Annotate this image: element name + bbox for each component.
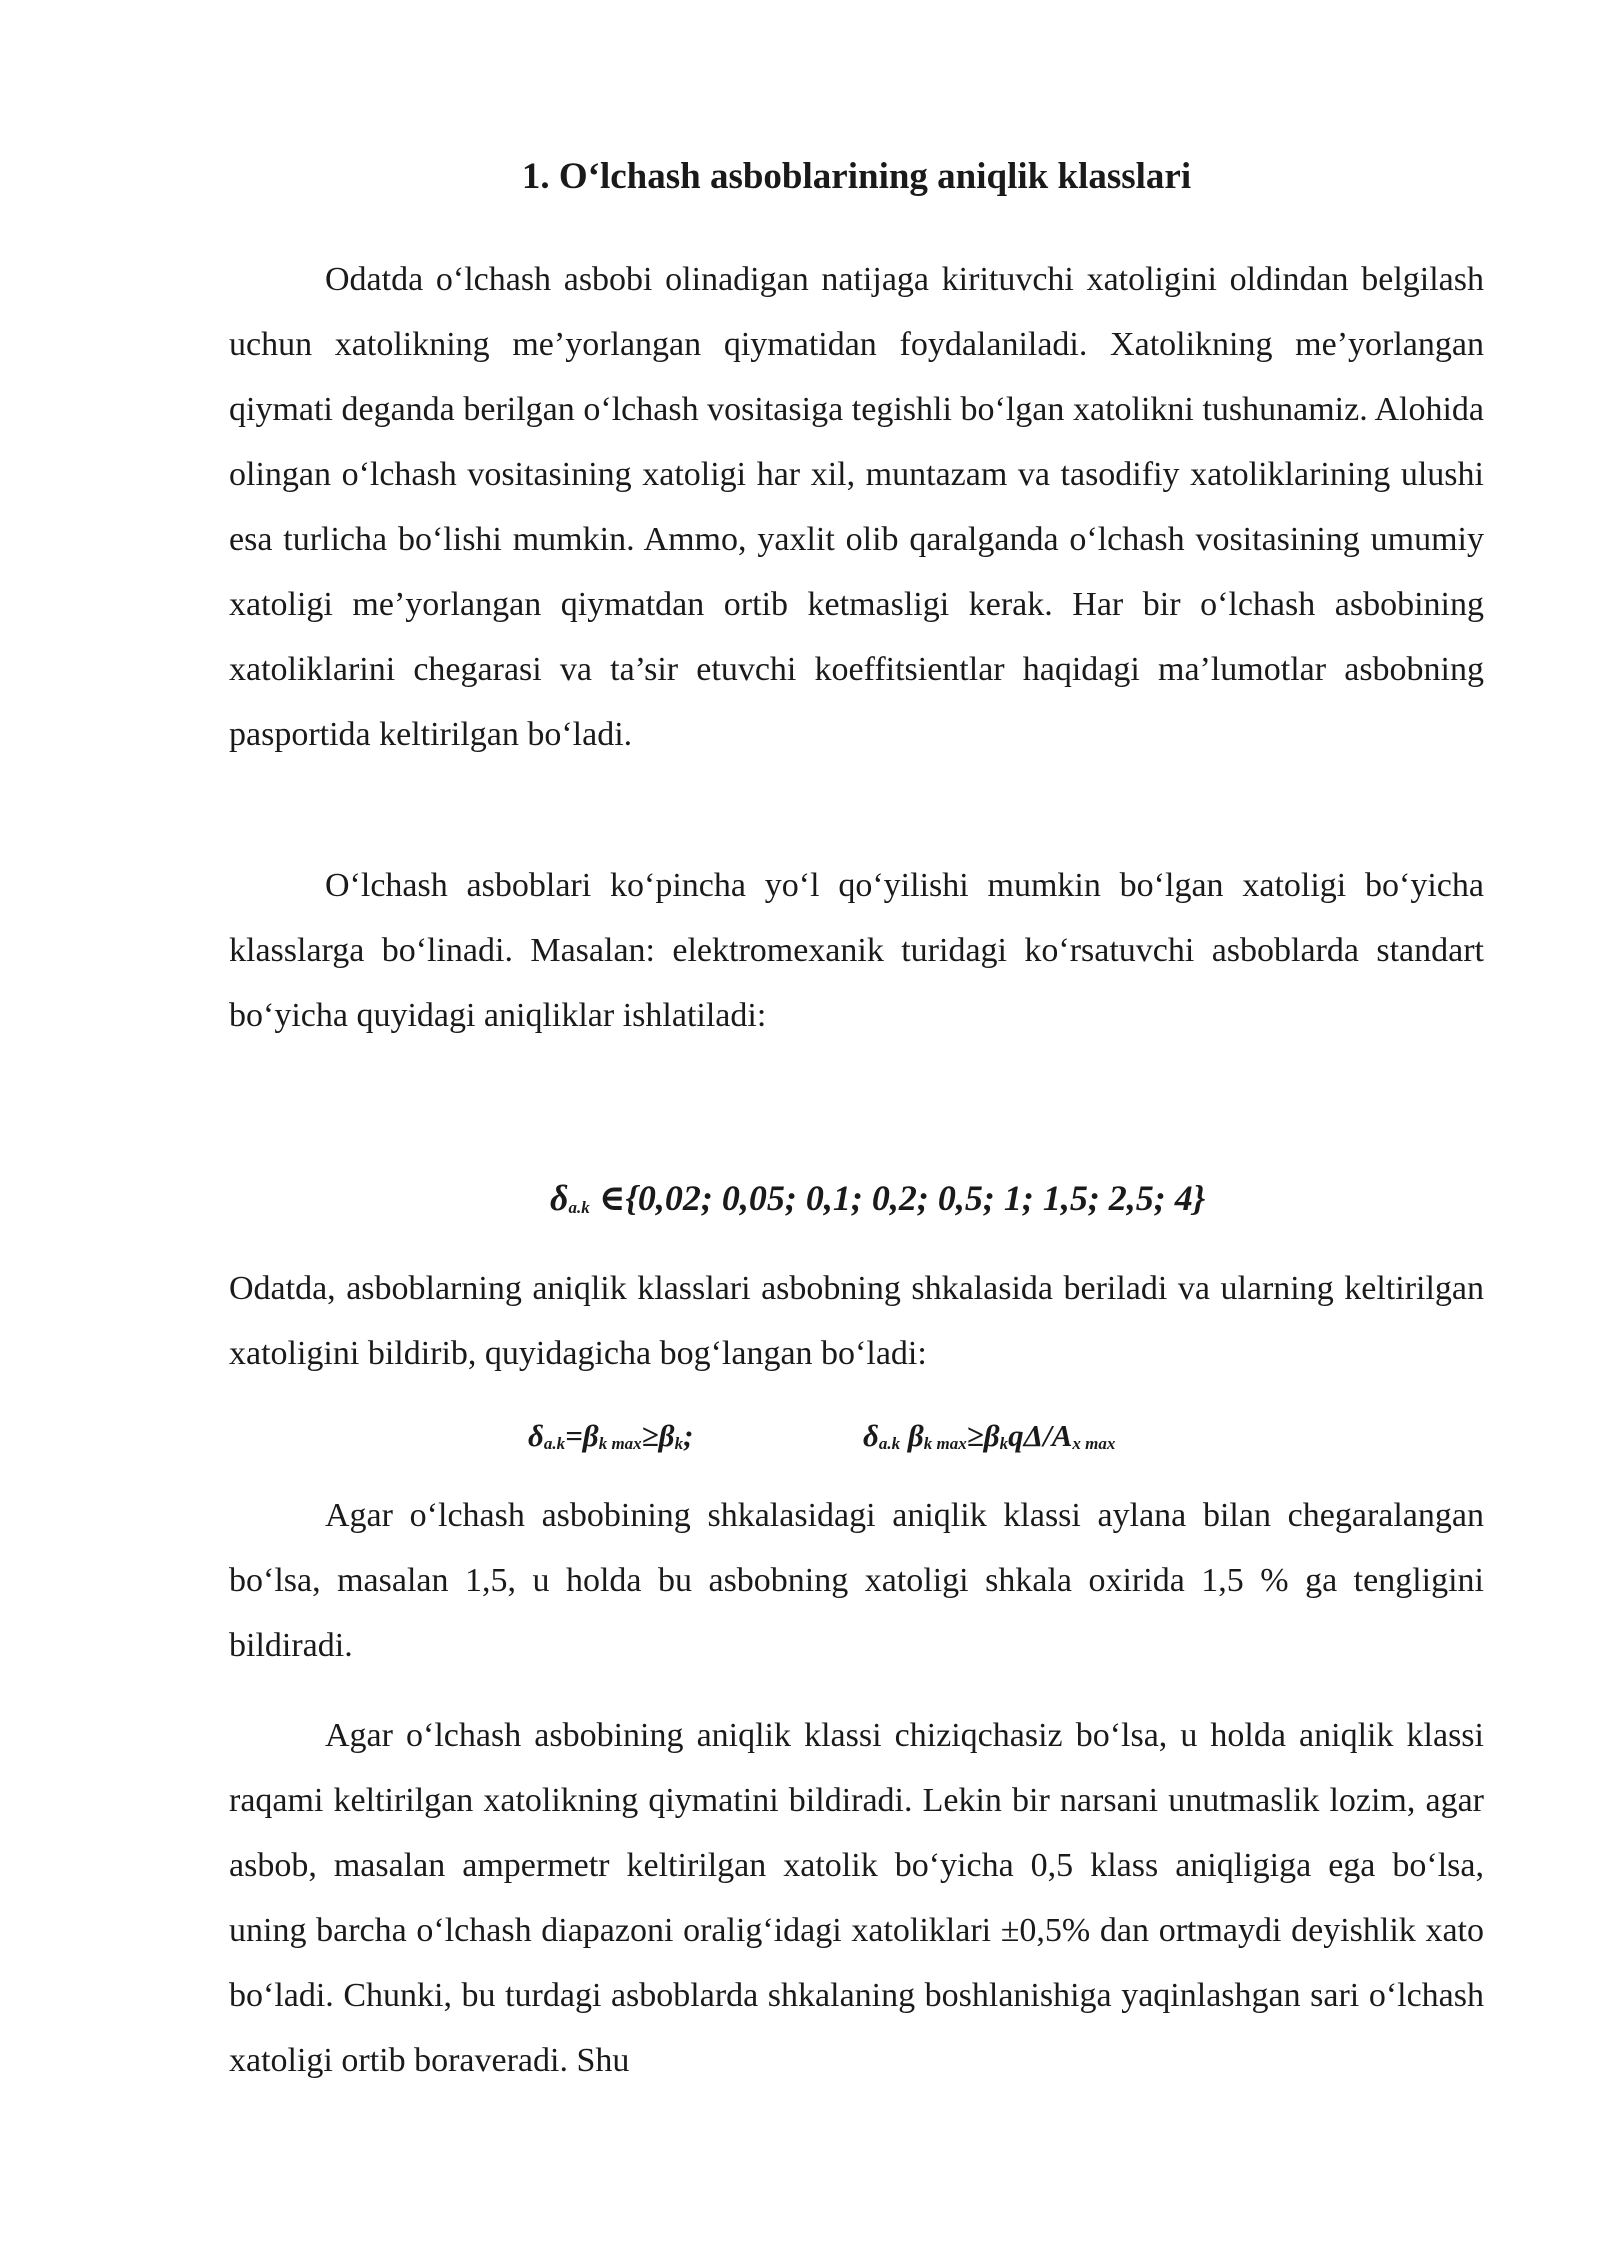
formula-2-beta2-sub: k [999, 1434, 1009, 1453]
formula-1-ge-beta: ≥β [641, 1418, 675, 1453]
formula-relation-1 [528, 1412, 693, 1468]
formula-2-a-sub: x max [1072, 1434, 1116, 1453]
paragraph-normalized-error: Odatda o‘lchash asbobi olinadigan natijaga kirituvchi xatoligini oldindan belgilash uchun xatolikning me’yorlangan qiymatidan foydalaniladi. Xatolikning me’yorlangan qiymati deganda berilgan o‘lchash vositasiga tegishli bo‘lgan xatolikni tushunamiz. Alohida olingan o‘lchash vositasining xatoligi har xil, muntazam va tasodifiy xatoliklarining ulushi esa turlicha bo‘lishi mumkin. Ammo, yaxlit olib qaralganda o‘lchash vositasining umumiy xatoligi me’yorlangan qiymatdan ortib ketmasligi kerak. Har bir o‘lchash asbobining xatoliklarini chegarasi va ta’sir etuvchi koeffitsientlar haqidagi ma’lumotlar asbobning pasportida keltirilgan bo‘ladi. [229, 261, 1484, 753]
section-title: 1. O‘lchash asboblarining aniqlik klasslari [521, 156, 1192, 197]
paragraph-accuracy-classes: O‘lchash asboblari ko‘pincha yo‘l qo‘yilishi mumkin bo‘lgan xatoligi bo‘yicha klasslarga bo‘linadi. Masalan: elektromexanik turidagi ko‘rsatuvchi asboblarda standart bo‘yicha quyidagi aniqliklar ishlatiladi: [229, 867, 1484, 1034]
formula-1-delta: δ [528, 1418, 544, 1453]
paragraph-unmarked-class: Agar o‘lchash asbobining aniqlik klassi chiziqchasiz bo‘lsa, u holda aniqlik klassi raqami keltirilgan xatolikning qiymatini bildiradi. Lekin bir narsani unutmaslik lozim, agar asbob, masalan ampermetr keltirilgan xatolik bo‘yicha 0,5 klass aniqligiga ega bo‘lsa, uning barcha o‘lchash diapazoni oralig‘idagi xatoliklari ±0,5% dan ortmaydi deyishlik xato bo‘ladi. Chunki, bu turdagi asboblarda shkalaning boshlanishiga yaqinlashgan sari o‘lchash xatoligi ortib boraveradi. Shu [229, 1717, 1484, 2079]
formula-2-delta: δ [863, 1418, 879, 1453]
paragraph-circle-class: Agar o‘lchash asbobining shkalasidagi aniqlik klassi aylana bilan chegaralangan bo‘lsa, masalan 1,5, u holda bu asbobning xatoligi shkala oxirida 1,5 % ga tengligini bildiradi. [229, 1497, 1484, 1664]
formula-1-tail: ; [683, 1418, 694, 1453]
formula-delta-symbol: δ [550, 1178, 569, 1218]
paragraph-class-marking: Odatda, asboblarning aniqlik klasslari asbobning shkalasida beriladi va ularning keltirilgan xatoligini bildirib, quyidagicha bog‘langan bo‘ladi: [229, 1270, 1484, 1372]
formula-2-beta: β [900, 1418, 924, 1453]
formula-2-ge-beta: ≥β [966, 1418, 1000, 1453]
formula-1-delta-sub: a.k [543, 1434, 566, 1453]
formula-delta-subscript: a.k [568, 1198, 590, 1217]
formula-1-beta-sub: k max [598, 1434, 642, 1453]
formula-2-delta-sub: a.k [878, 1434, 901, 1453]
formula-1-beta2-sub: k [674, 1434, 684, 1453]
formula-2-q-part: qΔ/A [1008, 1418, 1073, 1453]
formula-relation-2 [863, 1412, 1115, 1468]
formula-accuracy-set [550, 1172, 1205, 1234]
formula-2-beta-sub: k max [923, 1434, 967, 1453]
formula-accuracy-values: ∈{0,02; 0,05; 0,1; 0,2; 0,5; 1; 1,5; 2,5; 4} [589, 1178, 1206, 1218]
formula-1-eq-beta: =β [565, 1418, 599, 1453]
